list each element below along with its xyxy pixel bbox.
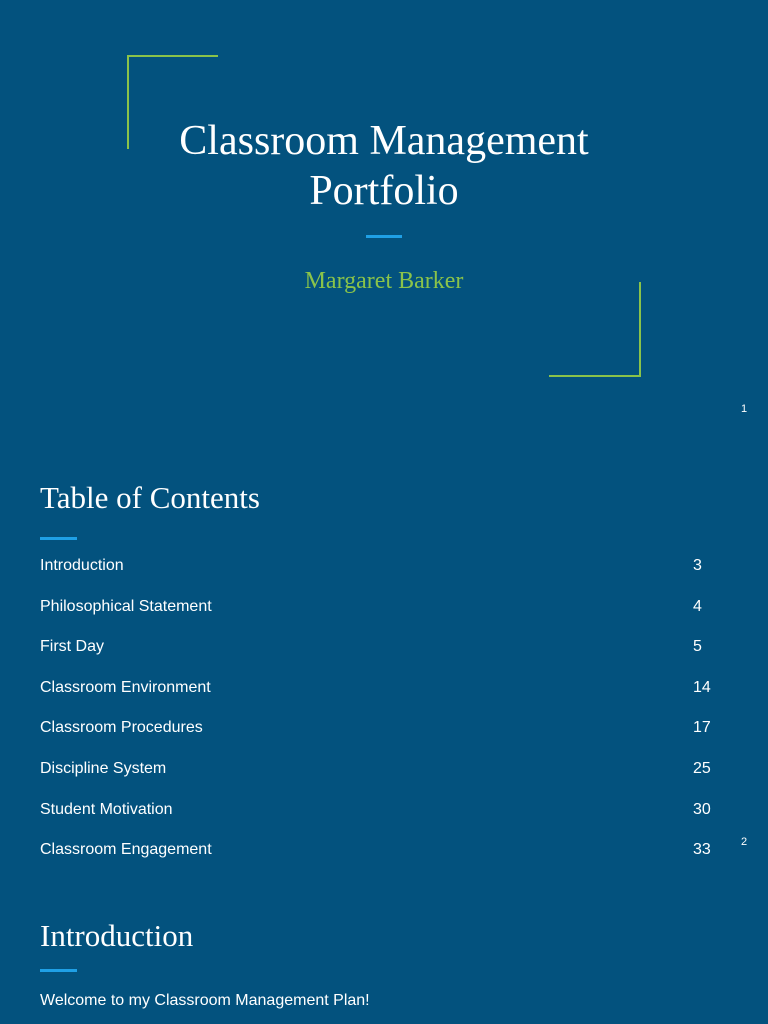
toc-item[interactable] bbox=[40, 838, 720, 879]
toc-item[interactable] bbox=[40, 757, 720, 798]
toc-item-label: Philosophical Statement bbox=[40, 597, 212, 615]
toc-item-page: 5 bbox=[693, 638, 702, 656]
toc-item-label: Student Motivation bbox=[40, 800, 173, 818]
toc-heading-underline bbox=[40, 537, 77, 540]
toc-item-label: Classroom Engagement bbox=[40, 841, 212, 859]
introduction-heading: Introduction bbox=[40, 918, 194, 953]
toc-item-page: 25 bbox=[693, 759, 711, 777]
toc-heading: Table of Contents bbox=[40, 480, 260, 515]
toc-item-label: Discipline System bbox=[40, 759, 167, 777]
portfolio-title: Classroom Management Portfolio bbox=[179, 118, 589, 214]
toc-item-label: Classroom Procedures bbox=[40, 719, 203, 737]
toc-item[interactable] bbox=[40, 798, 720, 839]
toc-item-page: 33 bbox=[693, 841, 711, 859]
title-underline bbox=[366, 235, 402, 238]
toc-item[interactable] bbox=[40, 595, 720, 636]
toc-item-page: 30 bbox=[693, 800, 711, 818]
toc-item[interactable] bbox=[40, 716, 720, 757]
toc-list bbox=[40, 554, 720, 879]
toc-item-page: 3 bbox=[693, 557, 702, 574]
toc-item-label: Classroom Environment bbox=[40, 678, 211, 696]
corner-bracket-bottom-right bbox=[549, 282, 641, 377]
introduction-text: Welcome to my Classroom Management Plan! bbox=[40, 992, 370, 1009]
title-slide bbox=[0, 0, 768, 430]
toc-item[interactable] bbox=[40, 554, 720, 595]
toc-item-label: Introduction bbox=[40, 557, 124, 574]
page-number: 2 bbox=[741, 836, 748, 848]
page-number: 1 bbox=[741, 403, 748, 415]
introduction-heading-underline bbox=[40, 969, 77, 972]
author-name: Margaret Barker bbox=[304, 268, 464, 294]
toc-item-page: 4 bbox=[693, 597, 702, 615]
toc-item[interactable] bbox=[40, 635, 720, 676]
toc-item[interactable] bbox=[40, 676, 720, 717]
toc-item-label: First Day bbox=[40, 638, 104, 656]
toc-item-page: 17 bbox=[693, 719, 711, 737]
toc-item-page: 14 bbox=[693, 678, 711, 696]
